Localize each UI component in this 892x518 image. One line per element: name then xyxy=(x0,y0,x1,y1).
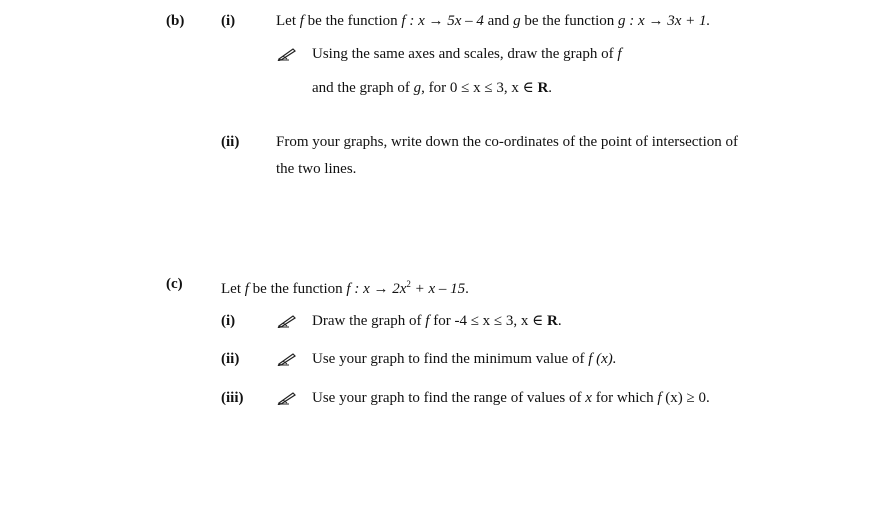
part-b-ii-line1: From your graphs, write down the co-ordinates of the point of intersection of xyxy=(276,134,738,150)
pencil-icon xyxy=(277,352,297,366)
part-c-i-text: Draw the graph of f for -4 ≤ x ≤ 3, x ∈ R. xyxy=(312,313,562,329)
part-b-i-label: (i) xyxy=(221,13,236,29)
part-c-intro: Let f be the function f : $x \to 2x^2 + x - 15$. xyxy=(221,279,469,297)
part-b-ii-label: (ii) xyxy=(221,134,240,150)
part-c-ii-text: Use your graph to find the minimum value of f (x). xyxy=(312,351,617,367)
pencil-icon xyxy=(277,314,297,328)
part-c-ii-label: (ii) xyxy=(221,351,240,367)
part-b-i-line1: Let f be the function f : x → 5x – 4 and g be the function g : x → 3x + 1. xyxy=(276,13,711,29)
pencil-icon xyxy=(277,391,297,405)
part-c-label: (c) xyxy=(166,276,183,292)
part-c-i-label: (i) xyxy=(221,313,236,329)
part-b-ii-line2: the two lines. xyxy=(276,161,357,177)
part-b-label: (b) xyxy=(166,13,185,29)
part-c-iii-text: Use your graph to find the range of values of x for which f (x) ≥ 0. xyxy=(312,390,710,406)
part-b-i-line2: Using the same axes and scales, draw the graph of f xyxy=(312,46,622,62)
part-b-i-line3: and the graph of g, for 0 ≤ x ≤ 3, x ∈ R. xyxy=(312,80,553,96)
part-c-iii-label: (iii) xyxy=(221,390,244,406)
pencil-icon xyxy=(277,47,297,61)
